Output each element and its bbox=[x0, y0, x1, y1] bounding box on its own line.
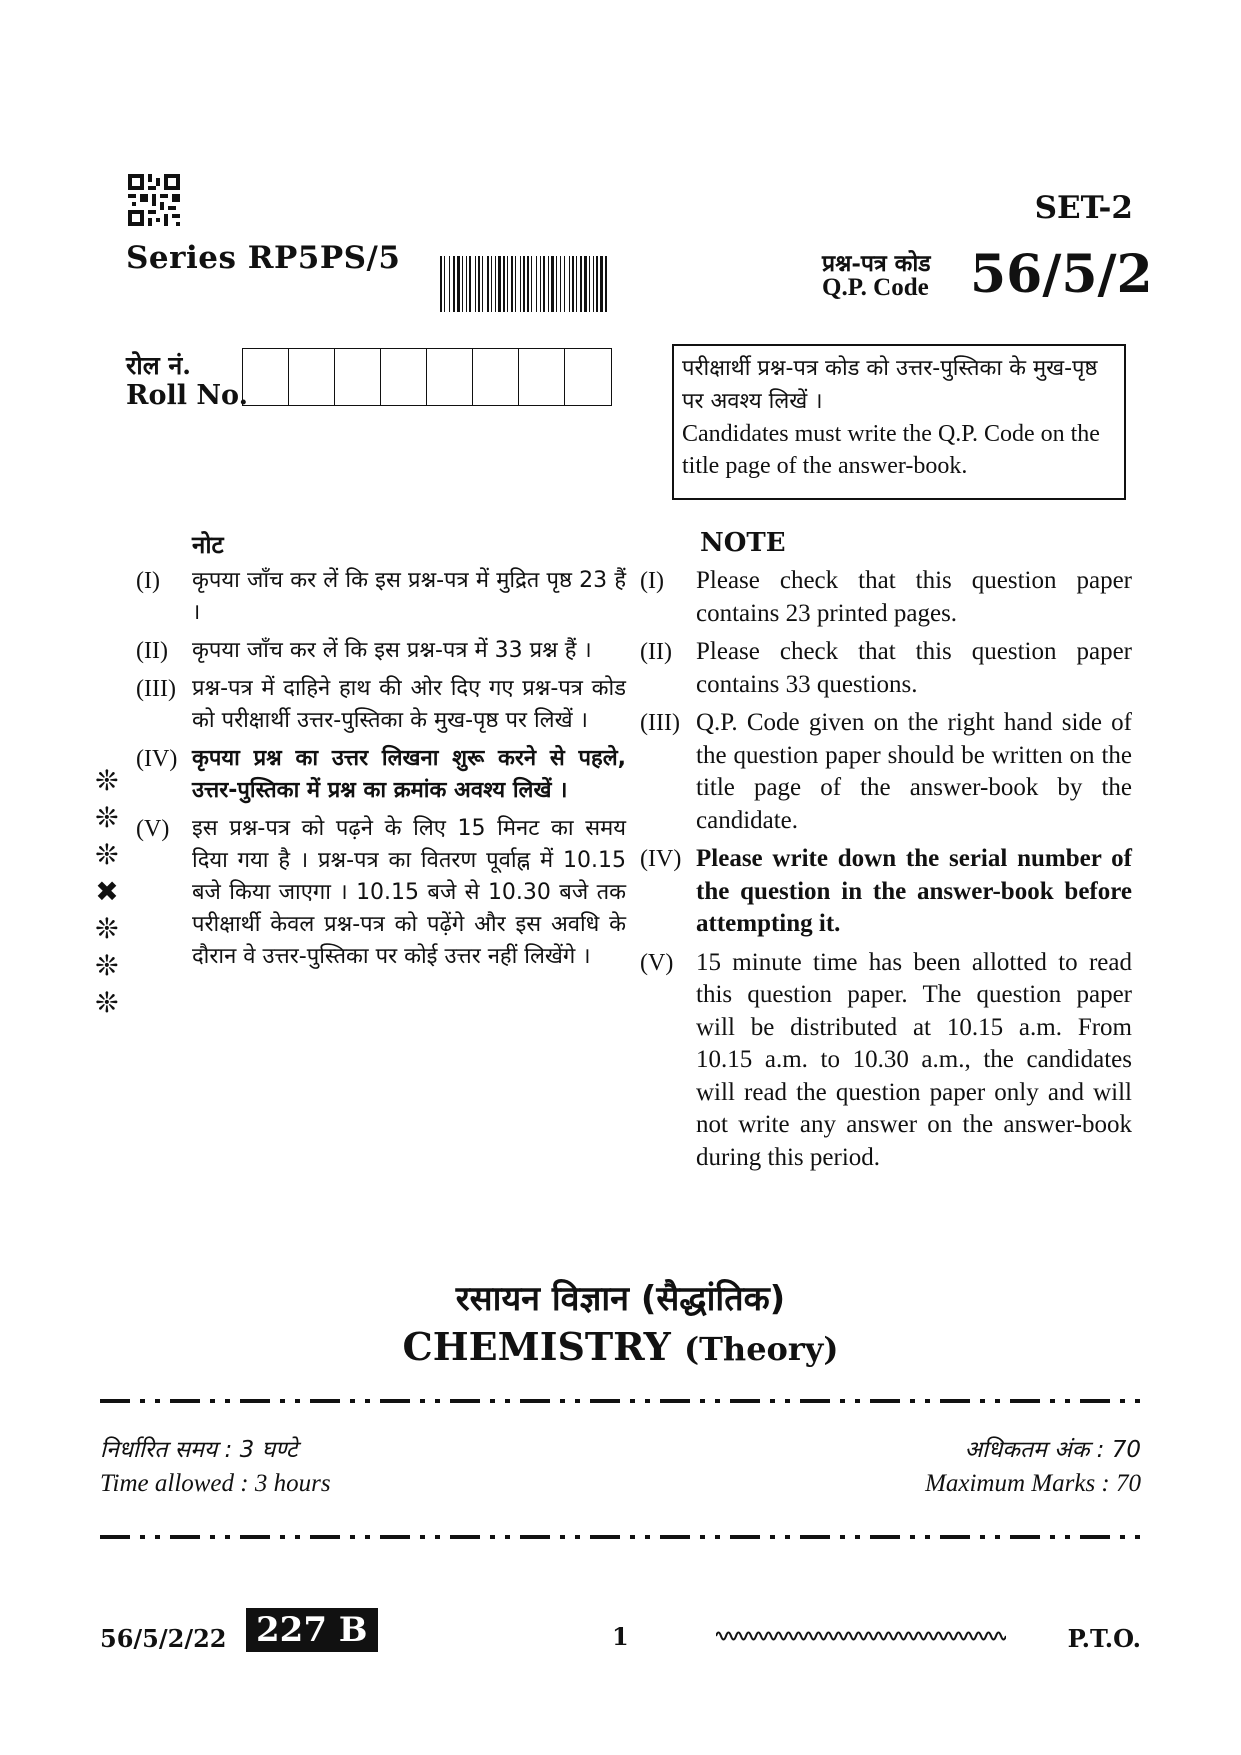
max-marks: Maximum Marks : 70 bbox=[925, 1470, 1141, 1497]
asterism-icon: ❊ bbox=[95, 838, 119, 871]
roll-number-boxes[interactable] bbox=[242, 348, 612, 406]
note-heading-english: NOTE bbox=[700, 528, 786, 558]
note-item-number: (III) bbox=[640, 710, 680, 736]
note-item-number: (IV) bbox=[136, 746, 178, 772]
series-label: Series RP5PS/5 bbox=[126, 240, 401, 276]
note-item-text: कृपया प्रश्न का उत्तर लिखना शुरू करने से पहले, उत्तर-पुस्तिका में प्रश्न का क्रमांक अवश्य लिखें । bbox=[192, 746, 626, 803]
notice-english: Candidates must write the Q.P. Code on the title page of the answer-book. bbox=[682, 421, 1100, 479]
note-item bbox=[136, 743, 626, 807]
note-list-english bbox=[640, 565, 1132, 1180]
qp-code-label: Q.P. Code bbox=[822, 274, 929, 301]
roll-digit-box[interactable] bbox=[565, 349, 611, 405]
asterism-icon: ❊ bbox=[95, 986, 119, 1019]
note-item bbox=[640, 636, 1132, 701]
note-item bbox=[640, 565, 1132, 630]
note-list-hindi bbox=[136, 565, 626, 979]
note-item-number: (III) bbox=[136, 676, 176, 702]
roll-digit-box[interactable] bbox=[519, 349, 565, 405]
time-allowed-hindi: निर्धारित समय : 3 घण्टे bbox=[100, 1437, 298, 1463]
margin-marks bbox=[92, 762, 122, 1021]
note-item bbox=[136, 673, 626, 737]
roll-digit-box[interactable] bbox=[335, 349, 381, 405]
note-item-number: (V) bbox=[640, 949, 674, 976]
set-label: SET-2 bbox=[1034, 190, 1133, 226]
note-item-number: (II) bbox=[136, 638, 168, 664]
asterism-icon: ❊ bbox=[95, 949, 119, 982]
subject-name: CHEMISTRY bbox=[402, 1324, 671, 1369]
barcode-icon bbox=[440, 256, 716, 312]
note-item bbox=[640, 947, 1132, 1175]
note-item-text: Please check that this question paper contains 23 printed pages. bbox=[696, 567, 1132, 627]
note-item bbox=[136, 565, 626, 629]
roll-label-hindi: रोल नं. bbox=[126, 351, 191, 380]
note-item-number: (V) bbox=[136, 816, 170, 842]
dash-dot-divider bbox=[100, 1398, 1140, 1404]
page-number: 1 bbox=[612, 1622, 629, 1651]
note-item-text: कृपया जाँच कर लें कि इस प्रश्न-पत्र में 33 प्रश्न हैं । bbox=[192, 638, 592, 663]
dash-dot-divider bbox=[100, 1534, 1140, 1540]
asterism-icon: ❊ bbox=[95, 764, 119, 797]
note-item bbox=[640, 843, 1132, 941]
note-item-number: (II) bbox=[640, 639, 672, 665]
cross-mark-icon: ✖ bbox=[95, 875, 119, 908]
note-item-text: इस प्रश्न-पत्र को पढ़ने के लिए 15 मिनट का समय दिया गया है । प्रश्न-पत्र का वितरण पूर्वाह्न में 10.15 बजे किया जाएगा । 10.15 बजे से 10.30 बजे तक परीक्षार्थी केवल प्रश्न-पत्र को पढ़ेंगे और इस अवधि के दौरान वे उत्तर-पुस्तिका पर कोई उत्तर नहीं लिखेंगे । bbox=[192, 816, 626, 969]
note-item-text: प्रश्न-पत्र में दाहिने हाथ की ओर दिए गए प्रश्न-पत्र कोड को परीक्षार्थी उत्तर-पुस्तिका के मुख-पृष्ठ पर लिखें । bbox=[192, 676, 626, 733]
qp-code-notice-box bbox=[672, 344, 1126, 500]
note-item-text: Q.P. Code given on the right hand side of the question paper should be written on the title page of the answer-book by the candidate. bbox=[696, 709, 1132, 834]
code-badge: 227 B bbox=[246, 1608, 378, 1652]
wave-line-icon bbox=[716, 1626, 1006, 1646]
max-marks-hindi: अधिकतम अंक : 70 bbox=[964, 1437, 1141, 1463]
roll-digit-box[interactable] bbox=[381, 349, 427, 405]
note-heading-hindi: नोट bbox=[192, 531, 224, 559]
roll-digit-box[interactable] bbox=[427, 349, 473, 405]
note-item-text: 15 minute time has been allotted to read this question paper. The question paper will be distributed at 10.15 a.m. From 10.15 a.m. to 10.30 a.m., the candidates will read the question paper only and will not write any answer on the answer-book during this period. bbox=[696, 948, 1132, 1171]
pto-label: P.T.O. bbox=[1067, 1624, 1141, 1653]
qr-code-icon bbox=[128, 174, 180, 226]
qp-code-label-hindi: प्रश्न-पत्र कोड bbox=[822, 250, 931, 277]
roll-label: Roll No. bbox=[126, 380, 248, 411]
note-item bbox=[640, 707, 1132, 837]
roll-digit-box[interactable] bbox=[243, 349, 289, 405]
subject-suffix: (Theory) bbox=[683, 1330, 839, 1368]
note-item bbox=[136, 635, 626, 667]
asterism-icon: ❊ bbox=[95, 801, 119, 834]
note-item-text: Please check that this question paper contains 33 questions. bbox=[696, 638, 1132, 698]
note-item-text: Please write down the serial number of the question in the answer-book before attempting it. bbox=[696, 845, 1132, 937]
asterism-icon: ❊ bbox=[95, 912, 119, 945]
note-item-number: (I) bbox=[640, 568, 664, 594]
paper-code: 56/5/2/22 bbox=[100, 1624, 227, 1653]
subject-title-hindi: रसायन विज्ञान (सैद्धांतिक) bbox=[455, 1279, 786, 1319]
note-item-number: (I) bbox=[136, 568, 160, 594]
note-item-text: कृपया जाँच कर लें कि इस प्रश्न-पत्र में मुद्रित पृष्ठ 23 हैं । bbox=[192, 568, 626, 625]
roll-digit-box[interactable] bbox=[473, 349, 519, 405]
notice-hindi: परीक्षार्थी प्रश्न-पत्र कोड को उत्तर-पुस्तिका के मुख-पृष्ठ पर अवश्य लिखें । bbox=[682, 356, 1098, 414]
subject-title bbox=[0, 1324, 1241, 1369]
note-item-number: (IV) bbox=[640, 846, 682, 872]
roll-digit-box[interactable] bbox=[289, 349, 335, 405]
qp-code-value: 56/5/2 bbox=[970, 244, 1153, 305]
note-item bbox=[136, 813, 626, 973]
time-allowed: Time allowed : 3 hours bbox=[100, 1470, 331, 1497]
